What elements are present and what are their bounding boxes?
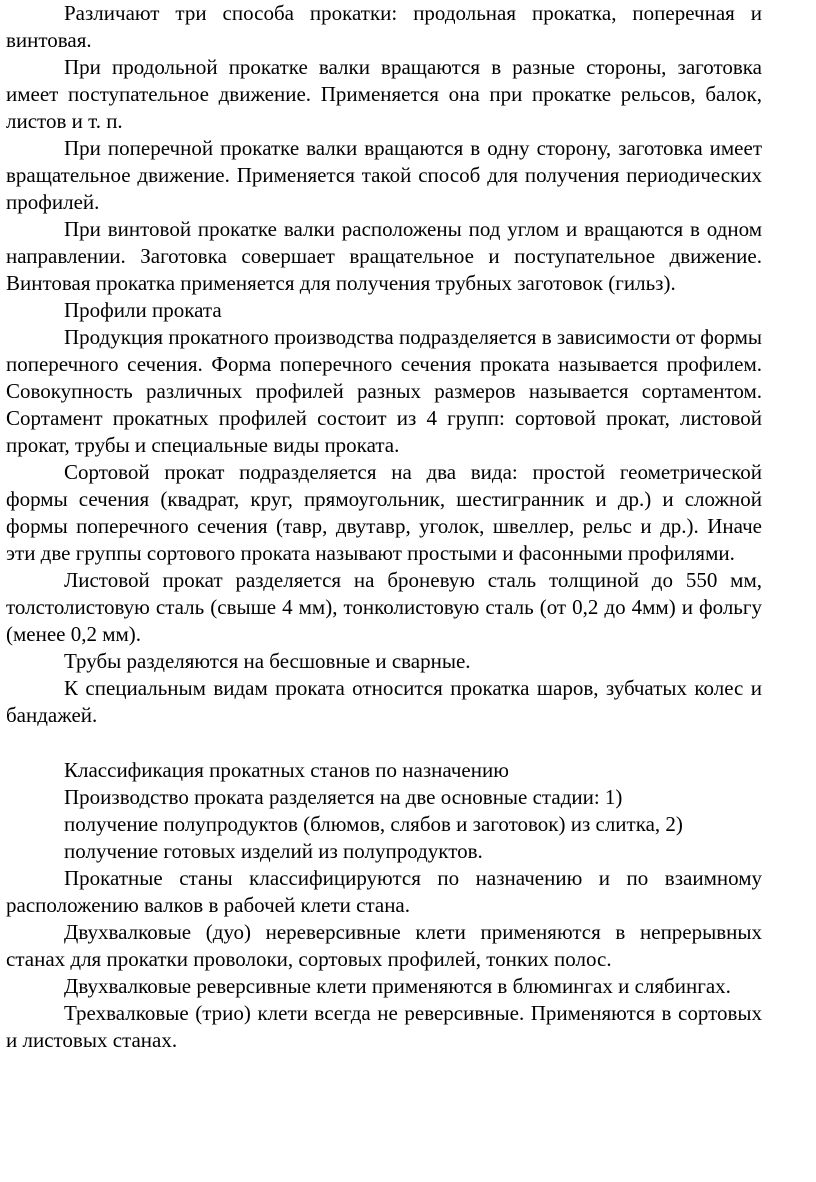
paragraph-duo-reversing: Двухвалковые реверсивные клети применяются в блюмингах и слябингах. xyxy=(64,974,731,998)
paragraph-helical-rolling: При винтовой прокатке валки расположены под углом и вращаются в одном направлении. Заготовка совершает вращательное и поступательное движение. Винтовая прокатка применяется для получения трубных заготовок (гильз). xyxy=(6,217,762,295)
section-gap xyxy=(6,729,762,757)
document-page xyxy=(6,0,762,1054)
paragraph-trio: Трехвалковые (трио) клети всегда не реверсивные. Применяются в сортовых и листовых станах. xyxy=(6,1001,762,1052)
stage-line-3: получение готовых изделий из полупродуктов. xyxy=(64,839,483,863)
stage-line-1: Производство проката разделяется на две основные стадии: 1) xyxy=(64,785,623,809)
paragraph-mill-classification: Прокатные станы классифицируются по назначению и по взаимному расположению валков в рабочей клети стана. xyxy=(6,866,762,917)
heading-mill-classification: Классификация прокатных станов по назначению xyxy=(64,758,509,782)
paragraph-sheet-rolling: Листовой прокат разделяется на броневую сталь толщиной до 550 мм, толстолистовую сталь (свыше 4 мм), тонколистовую сталь (от 0,2 до 4мм) и фольгу (менее 0,2 мм). xyxy=(6,568,762,646)
heading-rolled-profiles: Профили проката xyxy=(64,298,222,322)
stage-line-2: получение полупродуктов (блюмов, слябов и заготовок) из слитка, 2) xyxy=(64,812,683,836)
paragraph-section-rolling: Сортовой прокат подразделяется на два вида: простой геометрической формы сечения (квадрат, круг, прямоугольник, шестигранник и др.) и сложной формы поперечного сечения (тавр, двутавр, уголок, швеллер, рельс и др.). Иначе эти две группы сортового проката называют простыми и фасонными профилями. xyxy=(6,460,762,565)
paragraph-rolling-methods: Различают три способа прокатки: продольная прокатка, поперечная и винтовая. xyxy=(6,1,762,52)
paragraph-pipes: Трубы разделяются на бесшовные и сварные. xyxy=(64,649,471,673)
paragraph-transverse-rolling: При поперечной прокатке валки вращаются в одну сторону, заготовка имеет вращательное движение. Применяется такой способ для получения периодических профилей. xyxy=(6,136,762,214)
paragraph-longitudinal-rolling: При продольной прокатке валки вращаются в разные стороны, заготовка имеет поступательное движение. Применяется она при прокатке рельсов, балок, листов и т. п. xyxy=(6,55,762,133)
paragraph-special-rolling: К специальным видам проката относится прокатка шаров, зубчатых колес и бандажей. xyxy=(6,676,762,727)
paragraph-duo-nonreversing: Двухвалковые (дуо) нереверсивные клети применяются в непрерывных станах для прокатки проволоки, сортовых профилей, тонких полос. xyxy=(6,920,762,971)
paragraph-profiles-assortment: Продукция прокатного производства подразделяется в зависимости от формы поперечного сечения. Форма поперечного сечения проката называется профилем. Совокупность различных профилей разных размеров называется сортаментом. Сортамент прокатных профилей состоит из 4 групп: сортовой прокат, листовой прокат, трубы и специальные виды проката. xyxy=(6,325,762,457)
